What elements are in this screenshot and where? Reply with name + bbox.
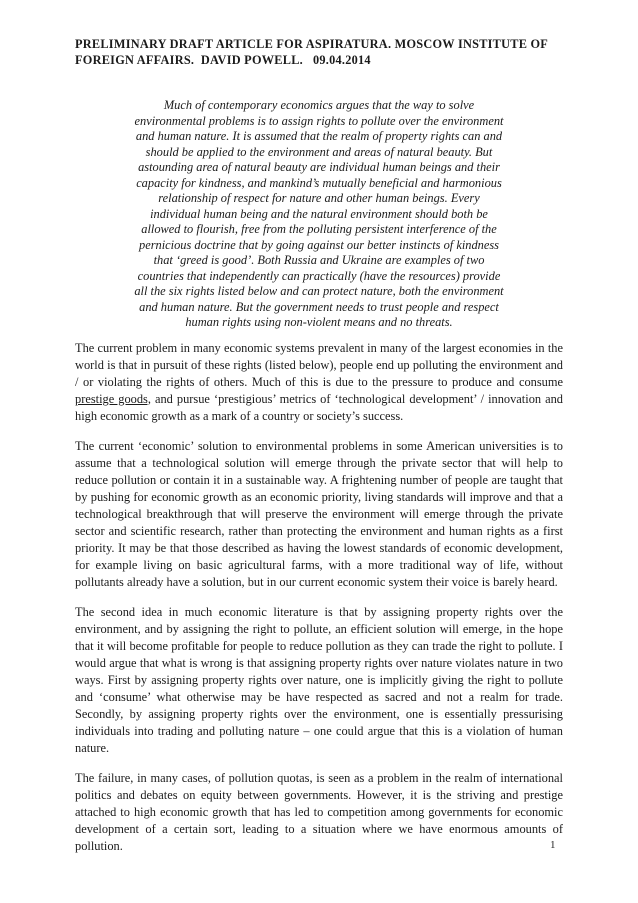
quote-line: and human nature. It is assumed that the realm of property rights can and bbox=[135, 129, 503, 143]
quote-line: human rights using non-violent means and no threats. bbox=[185, 315, 453, 329]
quote-line: all the six rights listed below and can protect nature, both the environment bbox=[134, 284, 504, 298]
quote-block bbox=[75, 98, 563, 331]
page-number: 1 bbox=[550, 839, 556, 851]
quote-line: and human nature. But the government needs to trust people and respect bbox=[139, 299, 499, 314]
paragraph-1 bbox=[75, 340, 563, 425]
quote-line: individual human being and the natural environment should both be bbox=[150, 206, 488, 221]
paragraph-3: The second idea in much economic literature is that by assigning property rights over the environment, and by assigning the right to pollute, an efficient solution will emerge, in the hope that it will become profitable for people to reduce pollution as they can trade the right to pollute. I would argue that what is wrong is that assigning property rights over nature violates nature in two ways. First by assigning property rights over nature, one is implicitly giving the right to pollute and ‘consume’ what otherwise may be have respected as sacred and not a realm for trade. Secondly, by assigning property rights over the environment, one is essentially pressurising individuals into trading and polluting nature – one could argue that this is a violation of human nature. bbox=[75, 604, 563, 755]
quote-line: environmental problems is to assign rights to pollute over the environment bbox=[134, 113, 504, 128]
quote-line: relationship of respect for nature and other human beings. Every bbox=[158, 191, 480, 205]
quote-line: allowed to flourish, free from the polluting persistent interference of the bbox=[141, 222, 497, 236]
underlined-phrase-prestige-goods: prestige goods, bbox=[75, 391, 151, 406]
paragraph-1-text-before: The current problem in many economic systems prevalent in many of the largest economies in the world is that in pursuit of these rights (listed below), people end up polluting the environment and / or violating the rights of others. Much of this is due to the pressure to produce and consume bbox=[75, 340, 563, 389]
quote-line: Much of contemporary economics argues that the way to solve bbox=[163, 98, 475, 112]
quote-line: should be applied to the environment and areas of natural beauty. But bbox=[145, 144, 493, 159]
paragraph-4: The failure, in many cases, of pollution quotas, is seen as a problem in the realm of international politics and debates on equity between governments. However, it is the striving and prestige attached to high economic growth that has led to competition among governments for economic development of a certain sort, leading to a situation where we have enormous amounts of pollution. bbox=[75, 770, 563, 853]
paragraph-2: The current ‘economic’ solution to environmental problems in some American universities is to assume that a technological solution will emerge through the private sector that will help to reduce pollution or contain it in a sustainable way. A frightening number of people are taught that by pushing for economic growth as an economic priority, living standards will improve and that a technological breakthrough that will preserve the environment will emerge through the private sector and scientific research, rather than protecting the environment and human rights as a first priority. It may be that those described as having the lowest standards of economic development, for example living on basic agricultural farms, with a more traditional way of life, without pollutants already have a solution, but in our current economic system their voice is barely heard. bbox=[75, 438, 563, 589]
quote-line: capacity for kindness, and mankind’s mutually beneficial and harmonious bbox=[136, 175, 502, 190]
quote-line: pernicious doctrine that by going against our better instincts of kindness bbox=[139, 237, 499, 252]
quote-line: that ‘greed is good’. Both Russia and Ukraine are examples of two bbox=[153, 253, 485, 267]
quote-line: countries that independently can practically (have the resources) provide bbox=[137, 268, 501, 283]
quote-line: astounding area of natural beauty are individual human beings and their bbox=[138, 160, 500, 174]
document-header: PRELIMINARY DRAFT ARTICLE FOR ASPIRATURA. MOSCOW INSTITUTE OF FOREIGN AFFAIRS. DAVID POWELL. 09.04.2014 bbox=[75, 37, 551, 67]
paragraph-1-text-after: and pursue ‘prestigious’ metrics of ‘technological development’ / innovation and high economic growth as a mark of a country or society’s success. bbox=[75, 391, 563, 423]
